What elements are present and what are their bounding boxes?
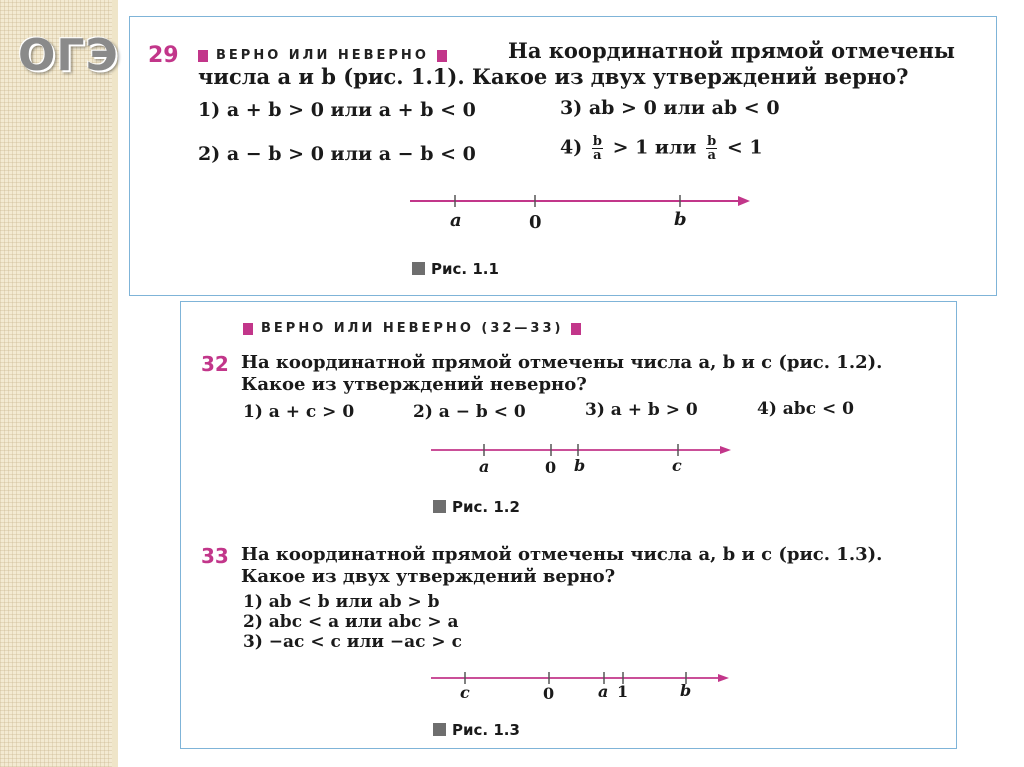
option-1: 1) a + b > 0 или a + b < 0	[198, 99, 476, 121]
section-tag	[243, 321, 581, 336]
problem-number: 29	[148, 43, 179, 68]
caption-square-icon	[433, 723, 446, 736]
problem-32-line-2: Какое из утверждений неверно?	[241, 374, 587, 395]
axis-label-a: a	[598, 682, 609, 701]
problem-text-line-2: числа a и b (рис. 1.1). Какое из двух утверждений верно?	[198, 64, 909, 89]
axis-label-a: a	[450, 210, 462, 231]
option-4: 4) abc < 0	[757, 399, 854, 419]
strip-divider	[112, 0, 118, 767]
problems-32-33-card	[180, 301, 957, 749]
option-2: 2) a − b > 0 или a − b < 0	[198, 143, 476, 165]
axis-label-zero: 0	[529, 212, 542, 233]
option-4: 4) $\frac{b}{a}$ > 1 или $\frac{b}{a}$ < 1	[560, 134, 763, 163]
decorative-strip	[0, 0, 112, 767]
option-3: 3) −ac < c или −ac > c	[243, 632, 462, 652]
axis-label-zero: 0	[543, 684, 555, 703]
tag-square-icon	[243, 323, 253, 335]
caption-square-icon	[433, 500, 446, 513]
oge-logo: ОГЭ	[18, 30, 119, 81]
tag-label: ВЕРНО ИЛИ НЕВЕРНО (32—33)	[261, 321, 564, 336]
problem-text-line-1: На координатной прямой отмечены	[508, 38, 955, 63]
option-1: 1) ab < b или ab > b	[243, 592, 440, 612]
fraction-b-over-a: $\frac{b}{a}$	[592, 134, 602, 163]
figure-caption: Рис. 1.1	[412, 260, 499, 278]
figure-caption: Рис. 1.3	[433, 721, 520, 739]
problem-29-card	[129, 16, 997, 296]
option-2: 2) abc < a или abc > a	[243, 612, 459, 632]
axis-label-zero: 0	[545, 458, 557, 477]
tag-square-icon	[437, 50, 447, 62]
axis-label-b: b	[680, 681, 692, 700]
option-1: 1) a + c > 0	[243, 402, 355, 422]
tag-label: ВЕРНО ИЛИ НЕВЕРНО	[216, 48, 429, 63]
option-2: 2) a − b < 0	[413, 402, 526, 422]
axis-label-c: c	[672, 456, 682, 475]
tag-square-icon	[198, 50, 208, 62]
fraction-b-over-a: $\frac{b}{a}$	[707, 134, 717, 163]
axis-label-b: b	[674, 209, 687, 230]
axis-label-a: a	[479, 457, 490, 476]
axis-label-c: c	[460, 683, 470, 702]
caption-square-icon	[412, 262, 425, 275]
option-3: 3) ab > 0 или ab < 0	[560, 97, 780, 119]
axis-label-b: b	[574, 456, 586, 475]
tag-square-icon	[571, 323, 581, 335]
figure-caption: Рис. 1.2	[433, 498, 520, 516]
problem-33-line-2: Какое из двух утверждений верно?	[241, 566, 616, 587]
axis-label-one: 1	[617, 682, 629, 701]
problem-33-line-1: На координатной прямой отмечены числа a, b и c (рис. 1.3).	[241, 544, 883, 565]
true-false-tag	[198, 48, 447, 63]
option-3: 3) a + b > 0	[585, 400, 698, 420]
problem-32-line-1: На координатной прямой отмечены числа a, b и c (рис. 1.2).	[241, 352, 883, 373]
problem-number: 33	[201, 544, 229, 568]
problem-number: 32	[201, 352, 229, 376]
